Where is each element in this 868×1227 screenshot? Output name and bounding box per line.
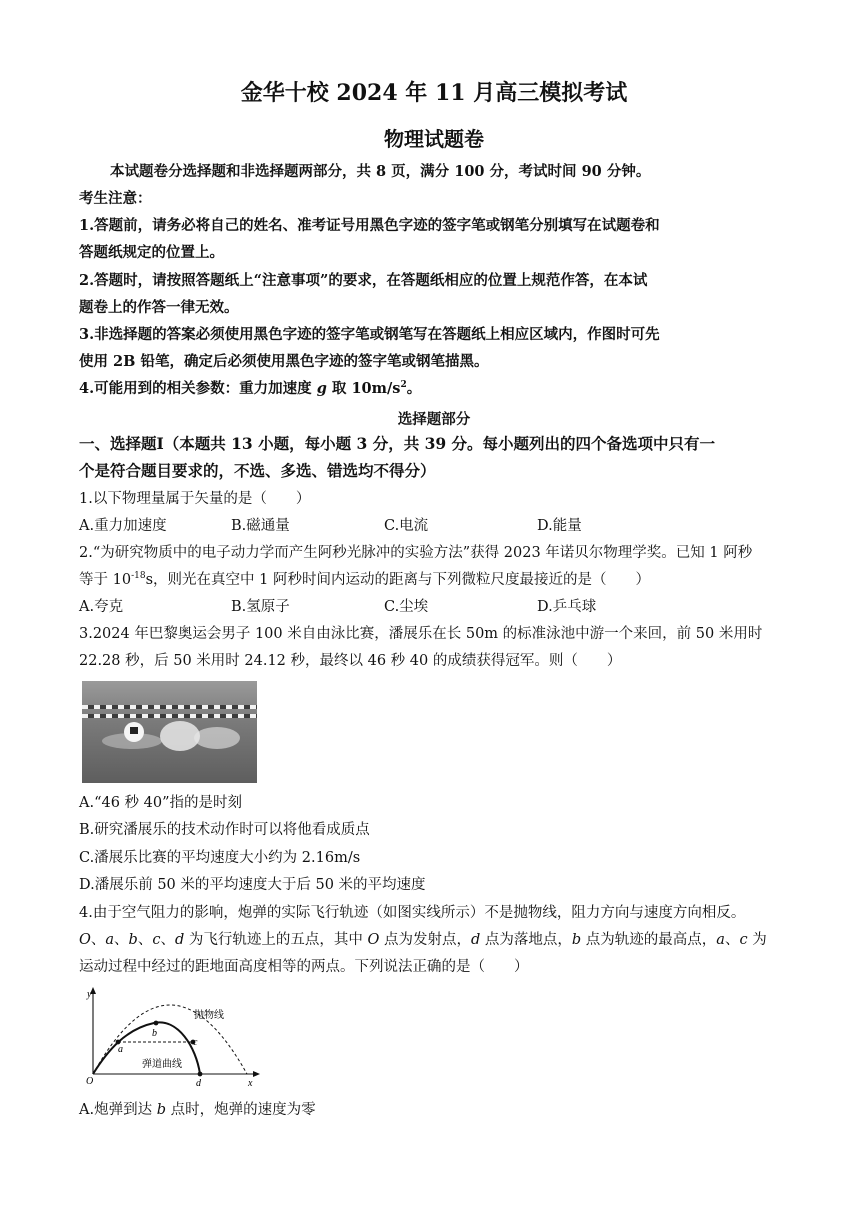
trajectory-diagram [78,985,264,1089]
note-2-line-2: 题卷上的作答一律无效。 [79,299,239,316]
q4-text: 点为发射点， [383,932,471,948]
note-4 [79,379,421,399]
note-2-line-1: 2.答题时，请按照答题纸上“注意事项”的要求，在答题纸相应的位置上规范作答，在本试 [79,272,648,289]
q3-option-a: A.“46 秒 40”指的是时刻 [79,795,243,811]
q4-point-d: d [174,932,185,948]
q2-line-1: 2.“为研究物质中的电子动力学而产生阿秒光脉冲的实验方法”获得 2023 年诺贝尔物理学奖。已知 1 阿秒 [79,545,753,561]
q4-point-c: c [739,932,748,948]
note-4-variable: g [316,380,327,397]
q4-line-1: 4.由于空气阻力的影响，炮弹的实际飞行轨迹（如图实线所示）不是抛物线，阻力方向与速度方向相反。 [79,905,746,921]
point-b-dot [154,1021,159,1026]
note-1-line-2: 答题纸规定的位置上。 [79,244,224,261]
q4-text: 点为轨迹的最高点， [585,932,717,948]
q1-option-c: C.电流 [384,518,429,534]
point-d-dot [198,1072,203,1077]
q1-option-d: D.能量 [537,518,582,534]
point-c-label: c [193,1037,198,1048]
q4-option-a-rest: 点时，炮弹的速度为零 [170,1102,316,1118]
q4-line-3: 运动过程中经过的距地面高度相等的两点。下列说法正确的是（ ） [79,959,529,975]
note-3-line-2: 使用 2B 铅笔，确定后必须使用黑色字迹的签字笔或钢笔描黑。 [79,353,489,370]
note-1-line-1: 1.答题前，请务必将自己的姓名、准考证号用黑色字迹的签字笔或钢笔分别填写在试题卷和 [79,217,660,234]
q2-exponent: -18 [131,571,146,582]
q4-point-c: c [152,932,161,948]
parabola-label: 抛物线 [194,1010,224,1021]
q4-sep: 、 [90,932,106,948]
point-b-label: b [152,1028,157,1039]
point-d-label: d [196,1078,201,1089]
q4-sep: 、 [160,932,175,948]
q4-sep: 、 [137,932,153,948]
q3-option-b: B.研究潘展乐的技术动作时可以将他看成质点 [79,822,370,838]
axis-y-label: y [87,989,92,1000]
q2-option-b: B.氢原子 [231,599,290,615]
q4-line-2 [79,930,767,950]
axis-x-label: x [248,1078,253,1089]
note-4-end: 。 [406,380,422,397]
note-3-line-1: 3.非选择题的答案必须使用黑色字迹的签字笔或钢笔写在答题纸上相应区域内，作图时可先 [79,326,660,343]
q4-point-O: O [367,932,380,948]
q4-point-b: b [571,932,582,948]
q4-option-a-prefix: A.炮弹到达 [79,1102,153,1118]
q2-line-2-prefix: 等于 10 [79,572,132,588]
q4-text: 为 [752,932,767,948]
q2-option-a: A.夸克 [79,599,124,615]
section-1-line-2: 个是符合题目要求的，不选、多选、错选均不得分） [79,461,436,480]
q4-option-a [79,1100,316,1120]
q4-point-O: O [79,932,91,948]
intro-text: 本试题卷分选择题和非选择题两部分，共 8 页，满分 100 分，考试时间 90 分钟。 [110,163,651,180]
q1-option-b: B.磁通量 [231,518,290,534]
paper-subtitle: 物理试题卷 [384,127,484,151]
q3-option-c: C.潘展乐比赛的平均速度大小约为 2.16m/s [79,850,361,866]
x-axis-arrow-icon [253,1071,260,1077]
point-a-label: a [118,1044,123,1055]
section-1-line-1: 一、选择题Ⅰ（本题共 13 小题，每小题 3 分，共 39 分。每小题列出的四个备选项中只有一 [79,434,716,453]
note-4-prefix: 4.可能用到的相关参数：重力加速度 [79,380,312,397]
q1-option-a: A.重力加速度 [79,518,167,534]
note-4-superscript: 2 [400,380,407,391]
q4-point-a: a [105,932,115,948]
q2-option-d: D.乒乓球 [537,599,597,615]
trajectory-label: 弹道曲线 [142,1059,182,1070]
q4-text: 点为落地点， [484,932,572,948]
q4-point-d: d [470,932,481,948]
q2-line-2 [79,570,650,590]
q2-line-2-rest: s，则光在真空中 1 阿秒时间内运动的距离与下列微粒尺度最接近的是（ ） [145,572,650,588]
q3-line-2: 22.28 秒，后 50 米用时 24.12 秒，最终以 46 秒 40 的成绩获得冠军。则（ ） [79,653,622,669]
exam-title: 金华十校 2024 年 11 月高三模拟考试 [240,80,628,106]
q3-line-1: 3.2024 年巴黎奥运会男子 100 米自由泳比赛，潘展乐在长 50m 的标准泳池中游一个来回，前 50 米用时 [79,626,763,642]
q4-text: 为飞行轨迹上的五点，其中 [188,932,363,948]
origin-label: O [86,1076,94,1087]
part-title: 选择题部分 [397,411,471,428]
q4-sep: 、 [114,932,129,948]
q3-option-d: D.潘展乐前 50 米的平均速度大于后 50 米的平均速度 [79,877,426,893]
swimmer-photo [82,681,257,783]
note-4-value: 取 10m/s [331,380,401,397]
q4-option-a-var: b [156,1102,166,1118]
q1-stem: 1.以下物理量属于矢量的是（ ） [79,491,311,507]
q2-option-c: C.尘埃 [384,599,429,615]
q4-sep: 、 [724,932,740,948]
notes-heading: 考生注意： [79,190,152,207]
q4-point-a: a [716,932,725,948]
cap-logo-icon [130,727,138,734]
q4-point-b: b [128,932,138,948]
